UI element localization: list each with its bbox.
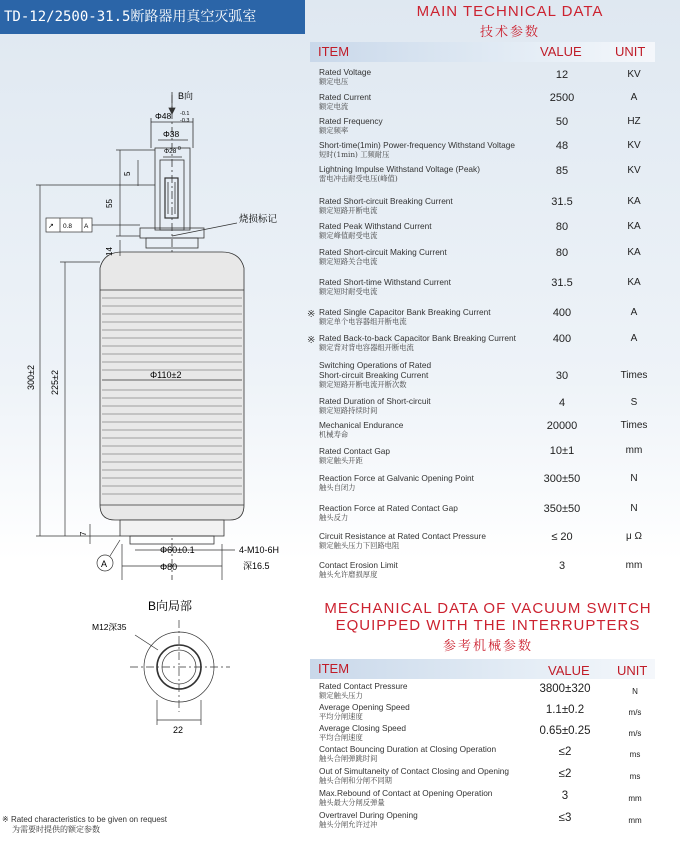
- row-unit: KV: [627, 69, 641, 80]
- row-label-cn: 触头自闭力: [319, 483, 356, 492]
- row-value: 2500: [549, 92, 575, 104]
- dim-d48-tol-up: -0.1: [180, 111, 190, 117]
- dim-d80: Φ80: [160, 562, 178, 572]
- row-label-cn: 额定触头压力下回路电阻: [319, 541, 400, 550]
- col-item: ITEM: [318, 44, 350, 59]
- row-unit: KA: [627, 247, 641, 258]
- mech-row-value: 1.1±0.2: [545, 704, 585, 716]
- mech-row-label-cn: 额定触头压力: [319, 691, 363, 700]
- row-value: 20000: [546, 420, 578, 432]
- row-label-cn: 额定短路开断电流: [319, 206, 378, 215]
- mech-row-label-en: Average Opening Speed: [319, 702, 410, 712]
- mech-row-label-cn: 平均合闸速度: [319, 733, 363, 742]
- mech-row-unit: ms: [629, 750, 641, 759]
- mech-row-unit: mm: [628, 794, 642, 803]
- mech-row-unit: mm: [628, 816, 642, 825]
- row-label-cn: 触头反力: [319, 513, 349, 522]
- row-unit: Times: [620, 370, 648, 381]
- main-table-header: [310, 42, 655, 62]
- partial-view-label: B向局部: [148, 599, 193, 613]
- row-value: ≤ 20: [551, 531, 573, 543]
- col-unit: UNIT: [615, 44, 646, 59]
- dim-55: 55: [105, 199, 114, 208]
- mech-row-unit: m/s: [628, 708, 642, 717]
- row-label-cn: 额定电压: [319, 77, 349, 86]
- row-label-en: Short-time(1min) Power-frequency Withstand Voltage: [319, 140, 515, 150]
- row-unit: A: [630, 92, 638, 103]
- row-label-en: Rated Current: [319, 92, 372, 102]
- star-mark-1: ※: [307, 309, 316, 320]
- row-unit: A: [630, 307, 638, 318]
- main-title-cn: 技术参数: [479, 25, 540, 40]
- row-label-en: Rated Duration of Short-circuit: [319, 396, 431, 406]
- dim-5: 5: [123, 171, 132, 176]
- technical-drawing: [0, 34, 305, 804]
- row-unit: μ Ω: [625, 531, 642, 542]
- row-unit: HZ: [627, 116, 641, 127]
- mech-row-label-en: Rated Contact Pressure: [319, 681, 408, 691]
- row-label-cn: 雷电冲击耐受电压(峰值): [319, 174, 398, 183]
- mech-row-label-cn: 触头最大分闸反弹量: [319, 798, 385, 807]
- row-value: 85: [555, 165, 569, 177]
- row-label-en2: Short-circuit Breaking Current: [319, 370, 429, 380]
- row-label-en: Rated Contact Gap: [319, 446, 391, 456]
- row-unit: KA: [627, 277, 641, 288]
- row-label-en: Mechanical Endurance: [319, 420, 404, 430]
- dim-d28-tol: 0: [178, 146, 181, 152]
- row-label-en: Rated Single Capacitor Bank Breaking Current: [319, 307, 491, 317]
- row-unit: KA: [627, 196, 641, 207]
- footnote-star: ※: [2, 815, 9, 824]
- row-label-cn: 短时(1min) 工频耐压: [319, 150, 390, 159]
- row-value: 31.5: [551, 277, 573, 289]
- row-label-en: Lightning Impulse Withstand Voltage (Peak): [319, 164, 480, 174]
- row-label-en: Rated Back-to-back Capacitor Bank Breaking Current: [319, 333, 516, 343]
- thread-spec: 4-M10-6H: [239, 545, 280, 555]
- footnote-en: Rated characteristics to be given on request: [10, 815, 168, 824]
- mech-row-label-en: Average Closing Speed: [319, 723, 407, 733]
- footnote-cn: 为需要时提供的额定参数: [12, 825, 100, 834]
- row-label-cn: 额定频率: [319, 126, 349, 135]
- row-label-cn: 机械寿命: [319, 430, 349, 439]
- mech-row-label-en: Contact Bouncing Duration at Closing Operation: [319, 744, 497, 754]
- row-value: 400: [552, 333, 572, 345]
- row-label-en: Rated Voltage: [319, 67, 372, 77]
- dim-22: 22: [173, 725, 184, 735]
- mech-title-en-1: MECHANICAL DATA OF VACUUM SWITCH: [324, 600, 652, 617]
- row-unit: N: [630, 473, 638, 484]
- tol-symbol: ↗: [48, 223, 54, 230]
- mech-row-value: ≤3: [558, 812, 572, 824]
- row-label-cn: 额定背对背电容器组开断电流: [319, 343, 414, 352]
- row-value: 300±50: [543, 473, 581, 485]
- row-unit: KV: [627, 140, 641, 151]
- row-unit: A: [630, 333, 638, 344]
- footnote: [2, 815, 167, 835]
- mech-row-unit: N: [632, 687, 638, 696]
- row-unit: mm: [625, 560, 643, 571]
- row-value: 400: [552, 307, 572, 319]
- row-label-en: Rated Peak Withstand Current: [319, 221, 432, 231]
- row-label-en: Rated Frequency: [319, 116, 383, 126]
- row-value: 48: [555, 140, 569, 152]
- dim-300: 300±2: [26, 365, 36, 390]
- row-value: 12: [555, 69, 569, 81]
- datum-a: A: [101, 559, 108, 569]
- row-unit: S: [630, 397, 638, 408]
- row-unit: Times: [620, 420, 648, 431]
- row-label-en: Reaction Force at Galvanic Opening Point: [319, 473, 474, 483]
- row-value: 3: [558, 560, 566, 572]
- mech-row-label-en: Overtravel During Opening: [319, 810, 418, 820]
- row-value: 4: [558, 397, 566, 409]
- row-unit: KV: [627, 165, 641, 176]
- m12-label: M12深35: [92, 622, 127, 632]
- row-label-en: Circuit Resistance at Rated Contact Pressure: [319, 531, 486, 541]
- main-title-en: MAIN TECHNICAL DATA: [416, 3, 604, 20]
- tol-ref: A: [84, 223, 89, 230]
- mech-col-item: ITEM: [318, 661, 350, 676]
- col-value: VALUE: [540, 44, 582, 59]
- row-label-en: Contact Erosion Limit: [319, 560, 398, 570]
- mech-row-label-en: Max.Rebound of Contact at Opening Operation: [319, 788, 493, 798]
- mech-row-value: 3: [561, 790, 569, 802]
- dim-225: 225±2: [50, 370, 60, 395]
- mech-row-label-cn: 触头合闸和分闸不同期: [319, 776, 392, 785]
- mech-row-label-cn: 触头合闸弹跳时间: [319, 754, 378, 763]
- row-label-en: Switching Operations of Rated: [319, 360, 432, 370]
- row-label-en: Rated Short-circuit Breaking Current: [319, 196, 453, 206]
- row-label-cn: 额定电流: [319, 102, 349, 111]
- row-label-cn: 额定短路关合电流: [319, 257, 378, 266]
- view-b-label: B向: [178, 91, 194, 101]
- row-value: 350±50: [543, 503, 581, 515]
- dim-14: 14: [105, 247, 114, 256]
- star-mark-2: ※: [307, 335, 316, 346]
- tol-value: 0.8: [63, 223, 73, 230]
- row-label-cn: 额定触头开距: [319, 456, 363, 465]
- dim-d38: Φ38: [163, 129, 180, 139]
- row-unit: KA: [627, 221, 641, 232]
- row-unit: N: [630, 503, 638, 514]
- mech-row-label-cn: 平均分闸速度: [319, 712, 363, 721]
- dim-d48: Φ48: [155, 111, 172, 121]
- row-value: 30: [555, 370, 569, 382]
- row-unit: mm: [625, 445, 643, 456]
- mech-row-unit: ms: [629, 772, 641, 781]
- mech-row-unit: m/s: [628, 729, 642, 738]
- mech-row-label-en: Out of Simultaneity of Contact Closing and Opening: [319, 766, 510, 776]
- row-value: 50: [555, 116, 569, 128]
- row-value: 80: [555, 221, 569, 233]
- dim-d48-tol-dn: -0.3: [180, 118, 190, 124]
- mech-title-cn: 参考机械参数: [442, 639, 533, 654]
- row-label-cn: 触头允许磨损厚度: [319, 570, 378, 579]
- mech-row-label-cn: 触头分闸允许过冲: [319, 820, 378, 829]
- row-label-cn: 额定短路开断电流开断次数: [319, 380, 407, 389]
- dim-d110: Φ110±2: [150, 370, 182, 380]
- row-label-cn: 额定短路持续时间: [319, 406, 378, 415]
- dim-d28: Φ28: [164, 148, 177, 155]
- mech-col-unit: UNIT: [617, 663, 648, 678]
- mech-row-value: ≤2: [558, 768, 572, 780]
- mech-row-value: 3800±320: [539, 683, 591, 695]
- thread-depth: 深16.5: [243, 561, 270, 571]
- mech-row-value: 0.65±0.25: [539, 725, 591, 737]
- row-label-en: Rated Short-time Withstand Current: [319, 277, 451, 287]
- row-value: 31.5: [551, 196, 573, 208]
- dim-7: 7: [79, 531, 88, 536]
- dim-d60: Φ60±0.1: [160, 545, 195, 555]
- mech-row-value: ≤2: [558, 746, 572, 758]
- row-label-cn: 额定短时耐受电流: [319, 287, 378, 296]
- row-value: 10±1: [549, 445, 575, 457]
- mech-col-value: VALUE: [548, 663, 590, 678]
- product-title: TD-12/2500-31.5断路器用真空灭弧室: [0, 0, 305, 34]
- row-label-en: Rated Short-circuit Making Current: [319, 247, 447, 257]
- mech-title-en-2: EQUIPPED WITH THE INTERRUPTERS: [335, 617, 641, 634]
- mech-table-header: [310, 659, 655, 679]
- damage-mark-label: 烧损标记: [239, 214, 278, 225]
- row-label-en: Reaction Force at Rated Contact Gap: [319, 503, 458, 513]
- row-label-cn: 额定单个电容器组开断电流: [319, 317, 407, 326]
- row-value: 80: [555, 247, 569, 259]
- row-label-cn: 额定峰值耐受电流: [319, 231, 378, 240]
